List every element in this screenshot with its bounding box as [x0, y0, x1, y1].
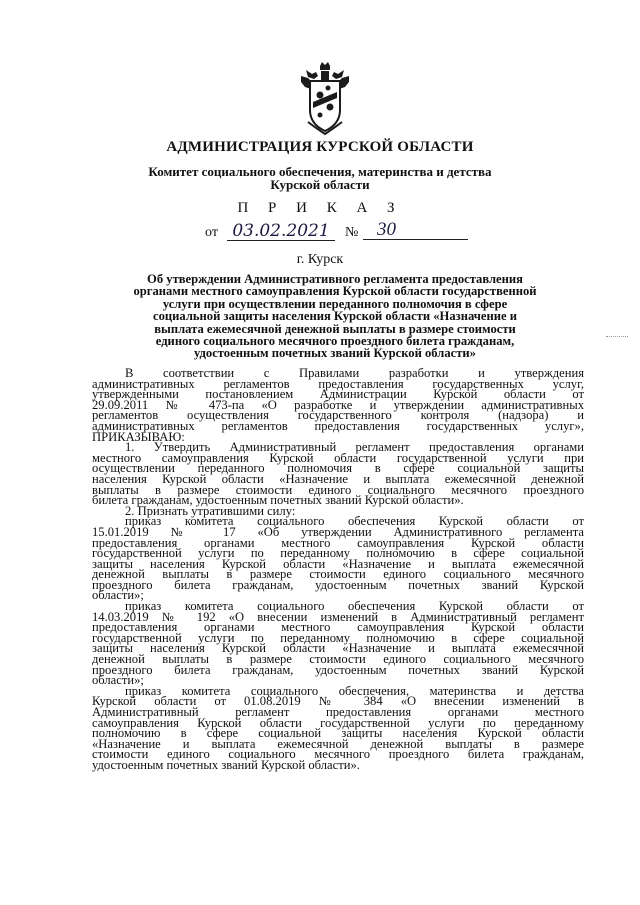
body-line: местного самоуправления Курской области государственной услуги при	[92, 450, 584, 465]
date-number-line	[205, 219, 475, 245]
body-line: 1. Утвердить Административный регламент предоставления органами	[125, 440, 584, 455]
body-line: населения Курской области «Назначение и выплата ежемесячной денежной	[92, 471, 584, 486]
committee-line: Комитет социального обеспечения, материнства и детства	[148, 164, 492, 179]
committee-name	[0, 165, 640, 191]
body-line: государственной услуги по переданному полномочию в сфере социальной	[92, 630, 584, 645]
committee-line: Курской области	[270, 177, 370, 192]
body-line: защиты населения Курской области «Назначение и выплата ежемесячной	[92, 641, 584, 656]
body-line: приказ комитета социального обеспечения Курской области от	[125, 599, 584, 614]
body-line: приказ комитета социального обеспечения, материнства и детства	[125, 683, 584, 698]
body-line: денежной выплаты в размере стоимости единого социального месячного	[92, 567, 584, 582]
body-line: 14.03.2019 № 192 «О внесении изменений в Административный регламент	[92, 609, 584, 624]
handwritten-date: 03.02.2021	[227, 221, 335, 241]
administration-title: АДМИНИСТРАЦИЯ КУРСКОЙ ОБЛАСТИ	[166, 139, 474, 155]
body-line: Административный регламент предоставления органами местного	[92, 705, 584, 719]
title-line: выплата ежемесячной денежной выплаты в размере стоимости	[154, 321, 516, 336]
body-line: полномочию в сфере социальной защиты населения Курской области	[92, 726, 584, 741]
body-line: 15.01.2019 № 17 «Об утверждении Административного регламента	[92, 524, 584, 539]
body-line: проездного билета гражданам, удостоенным почетных званий Курской	[92, 662, 584, 677]
title-line: услуги при осуществлении переданного полномочия в сфере	[162, 296, 508, 311]
body-line: билета гражданам, удостоенным почетных званий Курской области».	[92, 493, 464, 508]
body-line: защиты населения Курской области «Назначение и выплата ежемесячной	[92, 556, 584, 571]
body-line: регламентов осуществления государственного контроля (надзора) и	[92, 408, 584, 423]
body-line: административных регламентов предоставления государственных услуг,	[92, 376, 584, 391]
title-line: Об утверждении Административного регламента предоставления	[147, 272, 523, 286]
date-prefix: от	[205, 225, 218, 240]
body-line: стоимости единого социального месячного проездного билета гражданам,	[92, 747, 584, 762]
body-line: осуществлении переданного полномочия в сфере социальной защиты	[92, 461, 584, 476]
city: г. Курск	[296, 252, 344, 267]
body-line: утвержденными постановлением Администрации Курской области от	[92, 387, 584, 402]
body-line: 29.09.2011 № 473-па «О разработке и утверждении административных	[92, 397, 584, 412]
body-line: государственной услуги по переданному полномочию в сфере социальной	[92, 546, 584, 561]
order-title	[86, 273, 584, 360]
body-line: проездного билета гражданам, удостоенным почетных званий Курской	[92, 577, 584, 592]
number-prefix: №	[345, 225, 359, 240]
body-line: В соответствии с Правилами разработки и утверждения	[125, 366, 584, 380]
body-line: удостоенным почетных званий Курской области».	[92, 757, 360, 772]
order-body	[92, 368, 584, 771]
title-line: удостоенным почетных званий Курской области»	[194, 346, 476, 361]
margin-mark	[606, 336, 628, 337]
body-line: самоуправления Курской области государственной услуги по переданному	[92, 715, 584, 730]
title-line: единого социального месячного проездного билета гражданам,	[155, 334, 515, 349]
kursk-coat-of-arms-icon	[298, 62, 352, 136]
document-type: П Р И К А З	[237, 200, 403, 216]
title-line: органами местного самоуправления Курской области государственной	[133, 284, 537, 299]
body-line: предоставления органами местного самоуправления Курской области	[92, 535, 584, 550]
body-line: Курской области от 01.08.2019 № 384 «О внесении изменений в	[92, 694, 584, 709]
body-line: ПРИКАЗЫВАЮ:	[92, 429, 185, 444]
body-line: денежной выплаты в размере стоимости единого социального месячного	[92, 652, 584, 667]
body-line: области»;	[92, 588, 144, 603]
body-line: выплаты в размере стоимости единого социального месячного проездного	[92, 482, 584, 497]
handwritten-number: 30	[363, 219, 468, 240]
body-line: «Назначение и выплата ежемесячной денежной выплаты в размере	[92, 736, 584, 751]
title-line: социальной защиты населения Курской области «Назначение и	[153, 309, 517, 324]
body-line: приказ комитета социального обеспечения Курской области от	[125, 514, 584, 529]
body-line: области»;	[92, 673, 144, 688]
body-line: 2. Признать утратившими силу:	[125, 503, 296, 518]
body-line: предоставления органами местного самоуправления Курской области	[92, 620, 584, 635]
body-line: административных регламентов предоставления государственных услуг»,	[92, 418, 584, 433]
